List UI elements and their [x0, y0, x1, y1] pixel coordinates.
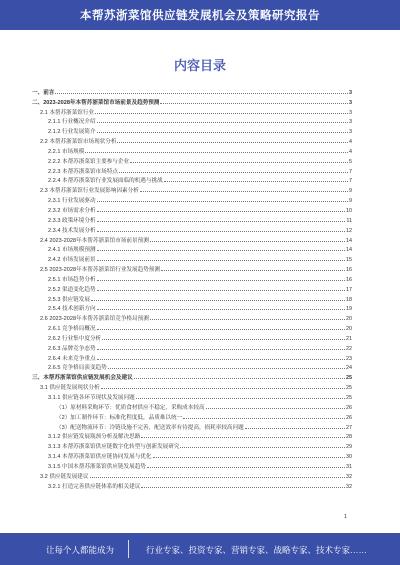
toc-leader-dots	[147, 467, 345, 468]
toc-leader-dots	[117, 142, 348, 143]
toc-entry-label: 2.2.2 本帮苏浙菜馆主要参与企业	[48, 158, 130, 165]
toc-entry-label: 二、2023-2028年本帮苏浙菜馆市场前景及趋势预测	[32, 99, 160, 106]
toc-heading: 内容目录	[173, 58, 226, 73]
toc-leader-dots	[55, 93, 348, 94]
toc-entry-page: 15	[346, 257, 352, 264]
toc-leader-dots	[97, 201, 348, 202]
toc-entry-page: 12	[346, 227, 352, 234]
toc-entry[interactable]	[32, 312, 352, 322]
toc-entry-label: 2.6.1 竞争格局概况	[48, 326, 96, 333]
toc-entry[interactable]	[32, 273, 352, 283]
toc-entry-page: 4	[349, 139, 352, 146]
toc-leader-dots	[90, 477, 346, 478]
toc-entry-page: 5	[349, 158, 352, 165]
toc-entry-label: 2.2 本帮苏浙菜馆市场现状分析	[40, 139, 117, 146]
toc-leader-dots	[119, 172, 348, 173]
toc-entry-label: 2.5 2023-2028年本帮苏浙菜馆行业发展趋势预测	[40, 267, 160, 274]
toc-entry[interactable]	[32, 96, 352, 106]
footer-roles: 行业专家、投资专家、营销专家、战略专家、技术专家……	[146, 545, 368, 555]
toc-entry[interactable]	[32, 381, 352, 391]
toc-entry-page: 24	[346, 365, 352, 372]
toc-entry-label: 2.2.1 市场规模	[48, 148, 85, 155]
toc-entry[interactable]	[32, 184, 352, 194]
toc-entry[interactable]	[32, 194, 352, 204]
toc-entry-page: 29	[346, 444, 352, 451]
report-header-bar	[0, 0, 400, 30]
toc-entry[interactable]	[32, 165, 352, 175]
toc-entry-page: 3	[349, 99, 352, 106]
toc-entry-page: 9	[349, 198, 352, 205]
toc-leader-dots	[130, 162, 348, 163]
toc-leader-dots	[97, 221, 346, 222]
toc-leader-dots	[85, 152, 348, 153]
toc-leader-dots	[134, 378, 345, 379]
toc-leader-dots	[97, 231, 345, 232]
toc-entry-label: 3.1.1 供应链各环节现状及发展问题	[48, 395, 135, 401]
toc-entry-label: 3.1 供应链发展现状分析	[40, 385, 100, 392]
toc-leader-dots	[97, 280, 345, 281]
toc-leader-dots	[97, 250, 345, 251]
toc-entry-label: 三、本帮苏浙菜馆供应链发展机会及建议	[32, 375, 133, 382]
toc-leader-dots	[108, 368, 345, 369]
toc-entry[interactable]	[32, 480, 352, 490]
toc-entry-label: 2.4 2023-2028年本帮苏浙菜馆市场前景预测	[40, 237, 149, 244]
toc-entry-label: 2.1.2 行业发展简介	[48, 129, 96, 136]
toc-entry[interactable]	[32, 125, 352, 135]
toc-leader-dots	[164, 181, 348, 182]
toc-entry-page: 14	[346, 247, 352, 254]
toc-entry-label: 2.6.5 竞争格局演变趋势	[48, 365, 107, 372]
toc-entry-page: 11	[346, 217, 352, 224]
toc-entry[interactable]	[32, 401, 352, 411]
toc-entry-page: 26	[346, 404, 352, 411]
toc-leader-dots	[97, 309, 345, 310]
toc-entry-label: 2.4.2 市场发展前景	[48, 257, 96, 264]
toc-leader-dots	[102, 339, 345, 340]
toc-entry[interactable]	[32, 362, 352, 372]
toc-entry[interactable]	[32, 155, 352, 165]
toc-entry[interactable]	[32, 352, 352, 362]
toc-entry-label: 2.2.4 本帮苏浙菜馆行业发展面临的机遇与挑战	[48, 178, 163, 185]
toc-entry-label: 一、前言	[32, 89, 55, 96]
toc-entry[interactable]	[32, 234, 352, 244]
toc-entry[interactable]	[32, 224, 352, 234]
toc-entry-page: 17	[346, 286, 352, 293]
toc-entry-label: （2）加工制作环节：标准化程度低，品质难以统一	[56, 414, 183, 421]
toc-entry[interactable]	[32, 431, 352, 441]
toc-entry[interactable]	[32, 293, 352, 303]
toc-entry[interactable]	[32, 411, 352, 421]
toc-entry-page: 16	[346, 276, 352, 283]
toc-entry-label: 2.3.1 行业发展驱动	[48, 198, 96, 205]
toc-entry[interactable]	[32, 332, 352, 342]
toc-entry-page: 7	[349, 178, 352, 185]
toc-entry-page: 16	[346, 267, 352, 274]
toc-leader-dots	[101, 388, 345, 389]
toc-entry[interactable]	[32, 244, 352, 254]
toc-leader-dots	[150, 241, 345, 242]
toc-leader-dots	[206, 408, 345, 409]
toc-entry[interactable]	[32, 106, 352, 116]
toc-entry-label: 3.1.5 中国本帮苏浙菜馆供应链发展趋势	[48, 463, 146, 470]
toc-entry[interactable]	[32, 253, 352, 263]
toc-entry-page: 14	[346, 237, 352, 244]
table-of-contents	[32, 86, 352, 490]
toc-entry[interactable]	[32, 371, 352, 381]
toc-entry-page: 10	[346, 207, 352, 214]
toc-entry[interactable]	[32, 421, 352, 431]
toc-entry-label: 3.2.1 打造完善供应链体系的相关建议	[48, 483, 141, 490]
toc-entry-page: 19	[346, 306, 352, 313]
toc-leader-dots	[180, 447, 345, 448]
toc-entry-label: 2.6.4 未来竞争重点	[48, 355, 96, 362]
toc-entry-label: 2.4.1 市场规模预测	[48, 247, 96, 254]
toc-leader-dots	[140, 191, 348, 192]
toc-leader-dots	[95, 113, 348, 114]
toc-entry[interactable]	[32, 391, 352, 401]
page-number: 1	[344, 514, 347, 520]
toc-leader-dots	[150, 319, 345, 320]
footer-divider	[128, 540, 129, 558]
toc-entry-label: （3）配送物流环节：冷链设施不完善，配送效率有待提高，损耗率较高问题	[56, 424, 244, 431]
toc-entry-page: 28	[346, 434, 352, 441]
toc-entry[interactable]	[32, 470, 352, 480]
toc-entry-page: 25	[346, 395, 352, 401]
toc-leader-dots	[161, 270, 345, 271]
toc-leader-dots	[97, 349, 345, 350]
toc-entry-label: 2.1 本帮苏浙菜馆行业	[40, 109, 95, 116]
toc-entry-label: 2.6 2023-2028年本帮苏浙菜馆竞争格局预测	[40, 316, 149, 323]
toc-entry-label: 2.5.4 技术创新方向	[48, 306, 96, 313]
toc-entry-label: 3.1.2 供应链发展瓶颈分析及解决思路	[48, 434, 141, 441]
toc-entry-page: 4	[349, 148, 352, 155]
footer-bar	[0, 533, 400, 565]
toc-entry-page: 25	[346, 385, 352, 392]
toc-entry[interactable]	[32, 263, 352, 273]
toc-entry[interactable]	[32, 460, 352, 470]
toc-entry-label: 2.6.2 行业集中度分析	[48, 335, 102, 342]
toc-entry[interactable]	[32, 214, 352, 224]
toc-leader-dots	[141, 437, 345, 438]
toc-entry-page: 32	[346, 483, 352, 490]
toc-entry-page: 30	[346, 454, 352, 461]
toc-entry-label: 2.2.3 本帮苏浙菜馆市场特点	[48, 168, 118, 175]
toc-entry-page: 3	[349, 109, 352, 116]
toc-leader-dots	[91, 300, 345, 301]
toc-entry-page: 9	[349, 188, 352, 195]
toc-entry-page: 26	[346, 414, 352, 421]
toc-entry-label: 2.1.1 行业概况介绍	[48, 119, 96, 126]
toc-entry-label: 3.1.3 本帮苏浙菜馆供应链数字化转型与创新发展研究	[48, 444, 180, 451]
toc-leader-dots	[97, 211, 345, 212]
toc-entry-label: 2.3 本帮苏浙菜馆行业发展影响因素分析	[40, 188, 139, 195]
toc-leader-dots	[97, 290, 345, 291]
toc-entry-page: 32	[346, 473, 352, 480]
toc-entry-label: 2.5.2 渠道变化趋势	[48, 286, 96, 293]
toc-entry-label: 2.3.2 市场需求分析	[48, 207, 96, 214]
toc-entry-page: 3	[349, 89, 352, 96]
toc-entry-page: 20	[346, 326, 352, 333]
toc-entry[interactable]	[32, 303, 352, 313]
toc-entry[interactable]	[32, 342, 352, 352]
toc-entry-label: （1）原材料采购环节：优质食材供应不稳定，采购成本较高	[56, 404, 205, 411]
toc-entry-label: 2.5.3 供应链发展	[48, 296, 90, 303]
toc-entry-page: 3	[349, 129, 352, 136]
toc-leader-dots	[160, 103, 348, 104]
toc-leader-dots	[97, 260, 345, 261]
toc-entry[interactable]	[32, 86, 352, 96]
toc-entry-label: 3.2 供应链发展建议	[40, 473, 89, 480]
toc-entry-page: 27	[346, 424, 352, 431]
toc-entry-page: 23	[346, 355, 352, 362]
toc-entry-label: 2.3.4 技术发展分析	[48, 227, 96, 234]
toc-leader-dots	[97, 329, 345, 330]
toc-entry[interactable]	[32, 135, 352, 145]
toc-entry[interactable]	[32, 283, 352, 293]
toc-leader-dots	[97, 122, 348, 123]
toc-entry-page: 7	[349, 168, 352, 175]
toc-entry-label: 2.5.1 市场趋势分析	[48, 276, 96, 283]
toc-entry-page: 22	[346, 345, 352, 352]
toc-leader-dots	[97, 132, 348, 133]
toc-entry[interactable]	[32, 145, 352, 155]
toc-entry-page: 20	[346, 316, 352, 323]
toc-leader-dots	[97, 359, 345, 360]
toc-entry-page: 18	[346, 296, 352, 303]
toc-entry[interactable]	[32, 116, 352, 126]
toc-leader-dots	[183, 418, 345, 419]
toc-leader-dots	[141, 487, 345, 488]
toc-entry[interactable]	[32, 450, 352, 460]
footer-slogan: 让每个人都能成为	[46, 545, 115, 555]
toc-entry[interactable]	[32, 322, 352, 332]
toc-entry-page: 21	[346, 335, 352, 342]
toc-leader-dots	[153, 457, 346, 458]
toc-entry[interactable]	[32, 175, 352, 185]
toc-entry-label: 2.3.3 政策环境分析	[48, 217, 96, 224]
toc-entry-page: 3	[349, 119, 352, 126]
toc-leader-dots	[136, 398, 345, 399]
toc-entry-label: 3.1.4 本帮苏浙菜馆供应链协同发展与优化	[48, 454, 152, 461]
toc-entry-page: 31	[346, 463, 352, 470]
toc-entry[interactable]	[32, 204, 352, 214]
report-title: 本帮苏浙菜馆供应链发展机会及策略研究报告	[80, 10, 320, 22]
toc-leader-dots	[245, 428, 345, 429]
toc-entry-page: 25	[346, 375, 352, 382]
toc-entry[interactable]	[32, 440, 352, 450]
toc-entry-label: 2.6.3 品牌竞争态势	[48, 345, 96, 352]
